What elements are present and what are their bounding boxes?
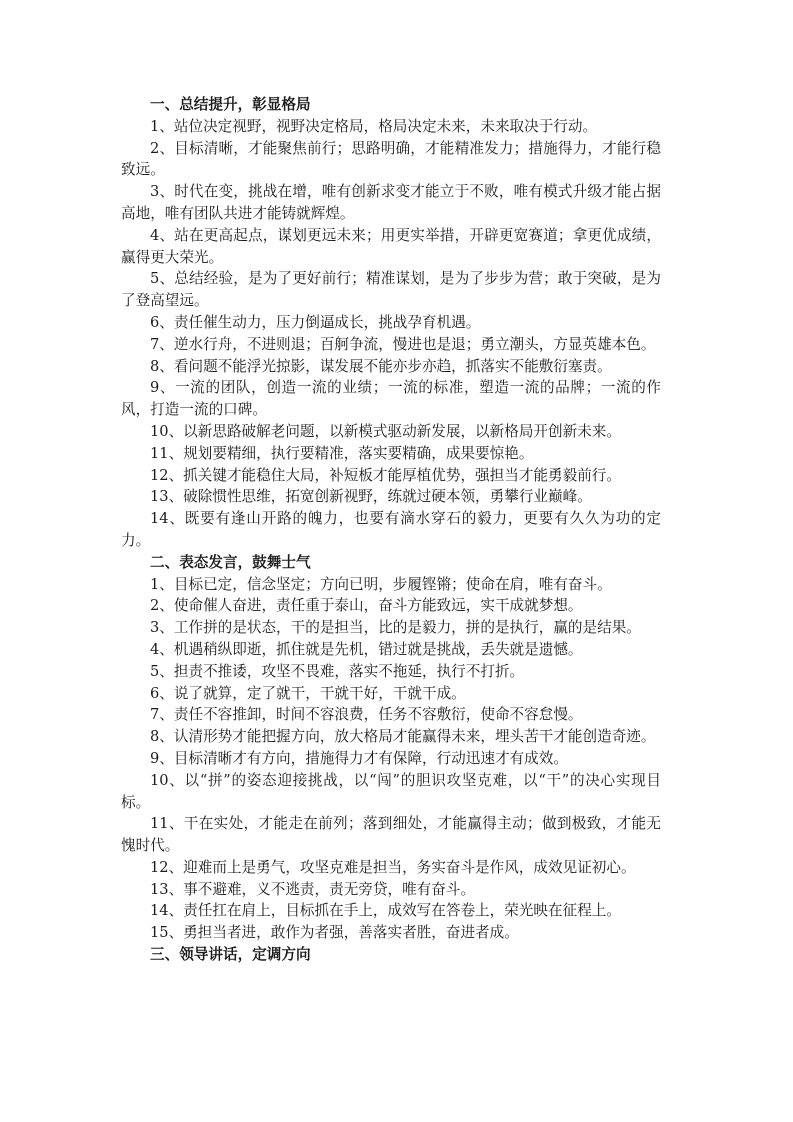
list-item: 4、站在更高起点，谋划更远未来；用更实举措，开辟更宽赛道；拿更优成绩，赢得更大荣光。 bbox=[121, 226, 661, 266]
list-item: 8、看问题不能浮光掠影，谋发展不能亦步亦趋，抓落实不能敷衍塞责。 bbox=[150, 357, 612, 375]
list-item: 15、勇担当者进，敢作为者强，善落实者胜，奋进者成。 bbox=[150, 924, 519, 942]
section-heading: 三、领导讲话，定调方向 bbox=[150, 946, 311, 964]
list-item: 2、目标清晰，才能聚焦前行；思路明确，才能精准发力；措施得力，才能行稳致远。 bbox=[121, 139, 661, 179]
list-item: 13、事不避难，义不逃责，责无旁贷，唯有奋斗。 bbox=[150, 880, 476, 898]
list-item: 13、破除惯性思维，拓宽创新视野，练就过硬本领，勇攀行业巅峰。 bbox=[150, 488, 592, 506]
section-heading: 二、表态发言，鼓舞士气 bbox=[150, 553, 311, 571]
document-body bbox=[121, 94, 661, 966]
list-item: 14、既要有逢山开路的魄力，也要有滴水穿石的毅力，更要有久久为功的定力。 bbox=[121, 510, 661, 549]
list-item: 14、责任扛在肩上，目标抓在手上，成效写在答卷上，荣光映在征程上。 bbox=[150, 902, 621, 920]
section-heading: 一、总结提升，彰显格局 bbox=[150, 96, 311, 113]
list-item: 9、一流的团队，创造一流的业绩；一流的标准，塑造一流的品牌；一流的作风，打造一流的口碑。 bbox=[121, 379, 661, 419]
list-item: 6、说了就算，定了就干，干就干好，干就干成。 bbox=[150, 684, 466, 702]
list-item: 3、工作拼的是状态，干的是担当，比的是毅力，拼的是执行，赢的是结果。 bbox=[150, 619, 641, 637]
list-item: 7、逆水行舟，不进则退；百舸争流，慢进也是退；勇立潮头，方显英雄本色。 bbox=[150, 335, 656, 353]
list-item: 12、抓关键才能稳住大局，补短板才能厚植优势，强担当才能勇毅前行。 bbox=[150, 466, 621, 484]
list-item: 2、使命催人奋进，责任重于泰山，奋斗方能致远，实干成就梦想。 bbox=[150, 597, 583, 615]
list-item: 3、时代在变，挑战在增，唯有创新求变才能立于不败，唯有模式升级才能占据高地，唯有团队共进才能铸就辉煌。 bbox=[121, 183, 661, 222]
list-item: 5、总结经验，是为了更好前行；精准谋划，是为了步步为营；敢于突破，是为了登高望远。 bbox=[121, 270, 661, 310]
list-item: 5、担责不推诿，攻坚不畏难，落实不拖延，执行不打折。 bbox=[150, 662, 525, 680]
list-item: 6、责任催生动力，压力倒逼成长，挑战孕育机遇。 bbox=[150, 313, 481, 331]
list-item: 1、目标已定，信念坚定；方向已明，步履铿锵；使命在肩，唯有奋斗。 bbox=[150, 575, 612, 593]
list-item: 9、目标清晰才有方向，措施得力才有保障，行动迅速才有成效。 bbox=[150, 749, 568, 767]
list-item: 4、机遇稍纵即逝，抓住就是先机，错过就是挑战，丢失就是遗憾。 bbox=[150, 640, 583, 658]
list-item: 1、站位决定视野，视野决定格局，格局决定未来，未来取决于行动。 bbox=[150, 117, 598, 135]
list-item: 11、规划要精细，执行要精准，落实要精确，成果要惊艳。 bbox=[150, 444, 534, 462]
list-item: 10、以“拼”的姿态迎接挑战，以“闯”的胆识攻坚克难，以“干”的决心实现目标。 bbox=[121, 771, 661, 811]
list-item: 7、责任不容推卸，时间不容浪费，任务不容敷衍，使命不容怠慢。 bbox=[150, 706, 583, 724]
list-item: 12、迎难而上是勇气，攻坚克难是担当，务实奋斗是作风，成效见证初心。 bbox=[150, 858, 636, 876]
list-item: 10、以新思路破解老问题，以新模式驱动新发展，以新格局开创新未来。 bbox=[150, 422, 621, 440]
list-item: 8、认清形势才能把握方向，放大格局才能赢得未来，埋头苦干才能创造奇迹。 bbox=[150, 728, 656, 746]
list-item: 11、干在实处，才能走在前列；落到细处，才能赢得主动；做到极致，才能无愧时代。 bbox=[121, 815, 661, 855]
